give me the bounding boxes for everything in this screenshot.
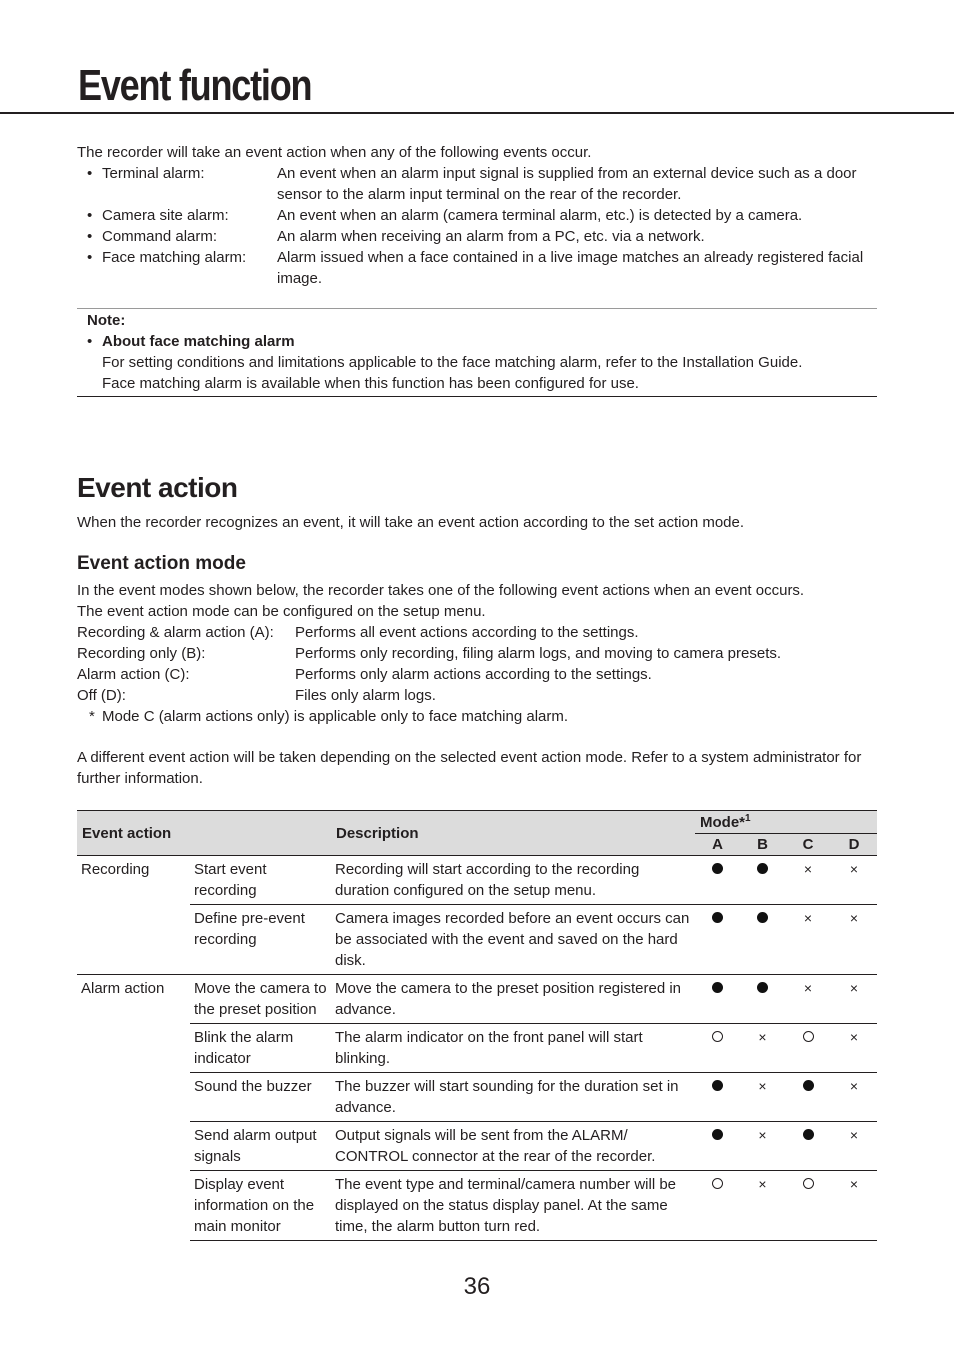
- table-row: [77, 1073, 877, 1122]
- table-row: [77, 905, 877, 975]
- intro-lead: The recorder will take an event action when any of the following events occur.: [77, 144, 592, 161]
- mode-mark: [740, 1171, 785, 1241]
- open-circle-icon: [712, 1031, 723, 1042]
- cross-icon: ×: [849, 861, 859, 877]
- event-type-label: • Command alarm:: [77, 226, 277, 247]
- row-action: Send alarm output signals: [190, 1122, 331, 1171]
- section-heading: Event action: [77, 472, 238, 503]
- mode-text: Performs only alarm actions according to the settings.: [295, 666, 652, 683]
- mode-mark: [740, 1024, 785, 1073]
- cross-icon: ×: [849, 910, 859, 926]
- mode-item: [77, 622, 877, 643]
- mode-mark: [785, 905, 831, 975]
- event-type-text: An event when an alarm (camera terminal alarm, etc.) is detected by a camera.: [277, 207, 803, 224]
- cross-icon: ×: [758, 1176, 767, 1192]
- note-bullet-text: About face matching alarm: [102, 333, 295, 350]
- mode-mark: [695, 1122, 740, 1171]
- note-bullet: [77, 331, 877, 352]
- mode-mark: [695, 1073, 740, 1122]
- mode-text: Performs all event actions according to the settings.: [295, 624, 639, 641]
- row-description: Move the camera to the preset position registered in advance.: [331, 975, 695, 1024]
- event-type-label: • Camera site alarm:: [77, 205, 277, 226]
- filled-circle-icon: [712, 982, 723, 993]
- group-recording: Recording: [77, 856, 190, 975]
- mode-mark: [831, 1171, 877, 1241]
- section-text: When the recorder recognizes an event, it will take an event action according to the set action mode.: [77, 514, 745, 531]
- mode-mark: [695, 975, 740, 1024]
- cross-icon: ×: [758, 1078, 767, 1094]
- mode-mark: [785, 1073, 831, 1122]
- filled-circle-icon: [757, 863, 768, 874]
- row-description: The buzzer will start sounding for the duration set in advance.: [331, 1073, 695, 1122]
- row-action: Start event recording: [190, 856, 331, 905]
- mode-mark: [831, 905, 877, 975]
- title-rule: [0, 112, 954, 114]
- row-description: The alarm indicator on the front panel will start blinking.: [331, 1024, 695, 1073]
- row-description: Recording will start according to the recording duration configured on the setup menu.: [331, 856, 695, 905]
- mode-mark: [785, 975, 831, 1024]
- mode-mark: [740, 856, 785, 905]
- mode-mark: [740, 905, 785, 975]
- table-row: [77, 975, 877, 1024]
- page-title: Event function: [78, 61, 312, 110]
- mode-mark: [831, 1122, 877, 1171]
- mode-mark: [695, 905, 740, 975]
- event-type-item: [77, 247, 877, 289]
- cross-icon: ×: [849, 980, 859, 996]
- mode-label: Alarm action (C):: [77, 666, 190, 683]
- row-description: The event type and terminal/camera number will be displayed on the status display panel. At the same time, the alarm button turn red.: [331, 1171, 695, 1241]
- asterisk: *: [89, 708, 95, 725]
- mode-mark: [695, 1024, 740, 1073]
- intro-section: [77, 142, 877, 289]
- filled-circle-icon: [803, 1129, 814, 1140]
- open-circle-icon: [803, 1178, 814, 1189]
- mode-intro-line: In the event modes shown below, the recorder takes one of the following event actions when an event occurs.: [77, 582, 805, 599]
- cross-icon: ×: [849, 1176, 859, 1192]
- filled-circle-icon: [712, 1080, 723, 1091]
- table-row: [77, 1024, 877, 1073]
- mode-mark: [831, 1024, 877, 1073]
- mode-label: Off (D):: [77, 687, 126, 704]
- filled-circle-icon: [712, 1129, 723, 1140]
- row-action: Sound the buzzer: [190, 1073, 331, 1122]
- cross-icon: ×: [803, 980, 813, 996]
- filled-circle-icon: [757, 982, 768, 993]
- mode-item: [77, 664, 877, 685]
- mode-text: Files only alarm logs.: [295, 687, 436, 704]
- row-action: Display event information on the main monitor: [190, 1171, 331, 1241]
- header-event-action: Event action: [77, 811, 331, 856]
- mode-mark: [831, 975, 877, 1024]
- filled-circle-icon: [712, 863, 723, 874]
- mode-mark: [695, 856, 740, 905]
- header-description: Description: [331, 811, 695, 856]
- mode-mark: [695, 1171, 740, 1241]
- mode-mark: [831, 1073, 877, 1122]
- event-type-text: Alarm issued when a face contained in a live image matches an already registered facial image.: [277, 249, 864, 287]
- header-mode-a: A: [695, 834, 740, 856]
- event-action-table: [77, 810, 877, 1241]
- mode-label: Recording & alarm action (A):: [77, 624, 274, 641]
- mode-label: Recording only (B):: [77, 645, 206, 662]
- mode-intro-line: The event action mode can be configured on the setup menu.: [77, 603, 486, 620]
- header-mode: [695, 811, 877, 834]
- note-box: [77, 308, 877, 397]
- cross-icon: ×: [803, 861, 813, 877]
- subsection-heading: Event action mode: [77, 553, 246, 574]
- mode-mark: [785, 856, 831, 905]
- mode-item: [77, 685, 877, 706]
- event-type-item: [77, 226, 877, 247]
- note-line: For setting conditions and limitations applicable to the face matching alarm, refer to the Installation Guide.: [102, 354, 803, 371]
- filled-circle-icon: [712, 912, 723, 923]
- filled-circle-icon: [757, 912, 768, 923]
- header-mode-b: B: [740, 834, 785, 856]
- header-mode-d: D: [831, 834, 877, 856]
- note-heading: Note:: [87, 312, 126, 329]
- event-type-label: • Terminal alarm:: [77, 163, 277, 205]
- row-description: Output signals will be sent from the ALARM/ CONTROL connector at the rear of the recorder.: [331, 1122, 695, 1171]
- table-row: [77, 856, 877, 905]
- closing-text: A different event action will be taken depending on the selected event action mode. Refer to a system administrator for further information.: [77, 749, 862, 787]
- header-mode-sup: 1: [745, 813, 751, 824]
- note-line: Face matching alarm is available when this function has been configured for use.: [102, 375, 639, 392]
- event-type-item: [77, 205, 877, 226]
- header-mode-c: C: [785, 834, 831, 856]
- event-type-label: • Face matching alarm:: [77, 247, 277, 289]
- header-mode-text: Mode*: [700, 814, 745, 831]
- mode-item: [77, 643, 877, 664]
- mode-mark: [785, 1024, 831, 1073]
- cross-icon: ×: [849, 1078, 859, 1094]
- row-action: Blink the alarm indicator: [190, 1024, 331, 1073]
- table-row: [77, 1122, 877, 1171]
- open-circle-icon: [712, 1178, 723, 1189]
- mode-mark: [785, 1171, 831, 1241]
- page-number: 36: [463, 1273, 491, 1300]
- cross-icon: ×: [849, 1029, 859, 1045]
- table-row: [77, 1171, 877, 1241]
- mode-mark: [785, 1122, 831, 1171]
- event-type-text: An event when an alarm input signal is supplied from an external device such as a door sensor to the alarm input terminal on the rear of the recorder.: [277, 165, 857, 203]
- row-action: Define pre-event recording: [190, 905, 331, 975]
- mode-mark: [740, 1073, 785, 1122]
- mode-mark: [740, 975, 785, 1024]
- group-alarm: Alarm action: [81, 980, 165, 997]
- event-type-item: [77, 163, 877, 205]
- row-action: Move the camera to the preset position: [190, 975, 331, 1024]
- mode-footnote: [77, 706, 877, 727]
- row-description: Camera images recorded before an event occurs can be associated with the event and saved on the hard disk.: [331, 905, 695, 975]
- cross-icon: ×: [849, 1127, 859, 1143]
- mode-mark: [831, 856, 877, 905]
- cross-icon: ×: [758, 1127, 767, 1143]
- mode-description: [77, 580, 877, 727]
- open-circle-icon: [803, 1031, 814, 1042]
- cross-icon: ×: [803, 910, 813, 926]
- mode-text: Performs only recording, filing alarm logs, and moving to camera presets.: [295, 645, 782, 662]
- mode-mark: [740, 1122, 785, 1171]
- mode-footnote-text: Mode C (alarm actions only) is applicable only to face matching alarm.: [102, 708, 569, 725]
- cross-icon: ×: [758, 1029, 767, 1045]
- event-type-text: An alarm when receiving an alarm from a PC, etc. via a network.: [277, 228, 705, 245]
- filled-circle-icon: [803, 1080, 814, 1091]
